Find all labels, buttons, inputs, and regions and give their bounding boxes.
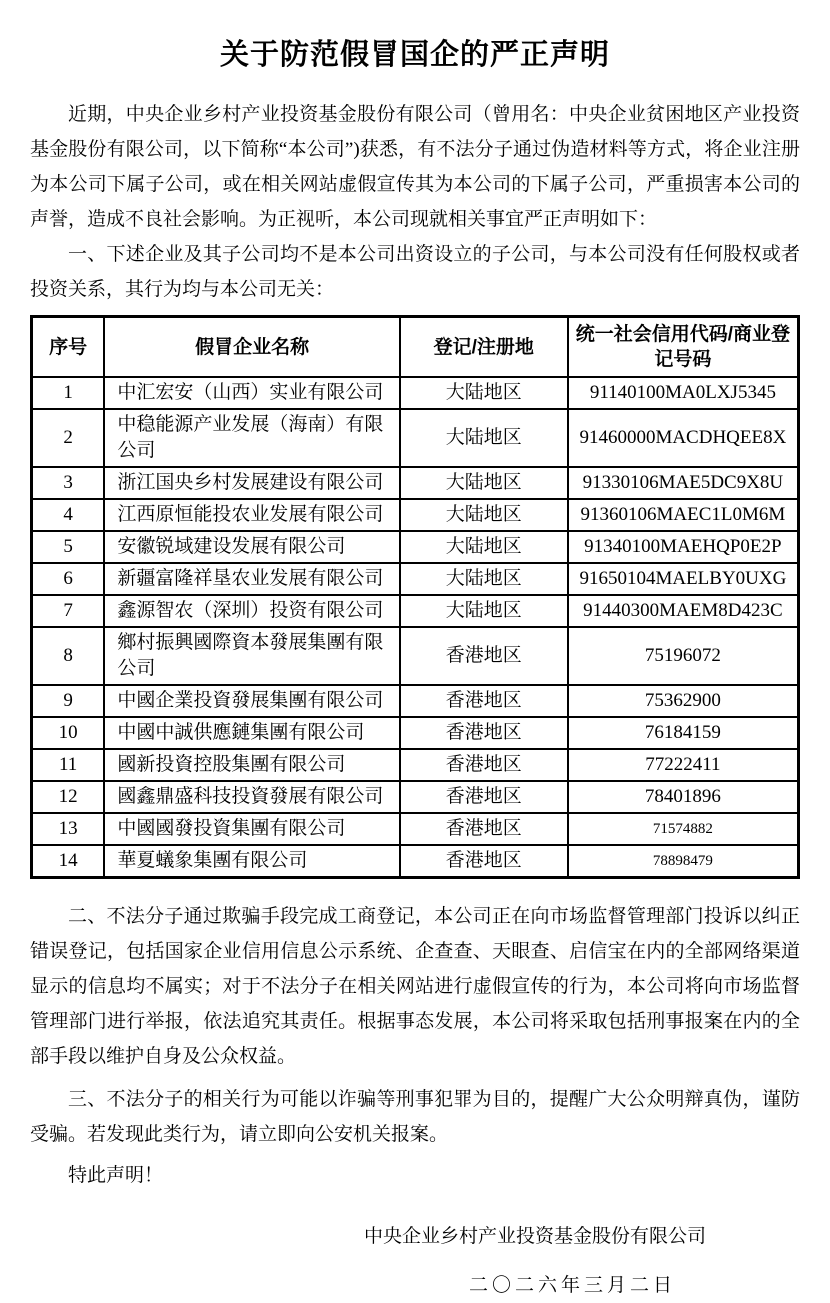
code-cell: 91460000MACDHQEE8X bbox=[568, 409, 799, 467]
row-number-cell: 13 bbox=[32, 813, 105, 845]
region-cell: 大陆地区 bbox=[400, 499, 568, 531]
region-cell: 香港地区 bbox=[400, 845, 568, 878]
region-cell: 大陆地区 bbox=[400, 531, 568, 563]
table-row bbox=[32, 409, 799, 467]
table-header-row bbox=[32, 317, 799, 378]
code-cell: 78401896 bbox=[568, 781, 799, 813]
company-name-cell: 安徽锐域建设发展有限公司 bbox=[104, 531, 399, 563]
table-row bbox=[32, 781, 799, 813]
region-cell: 香港地区 bbox=[400, 627, 568, 685]
row-number-cell: 14 bbox=[32, 845, 105, 878]
row-number-cell: 6 bbox=[32, 563, 105, 595]
table-row bbox=[32, 813, 799, 845]
region-cell: 香港地区 bbox=[400, 717, 568, 749]
table-row bbox=[32, 845, 799, 878]
header-registration-place: 登记/注册地 bbox=[400, 317, 568, 378]
impostor-companies-table bbox=[30, 315, 800, 879]
row-number-cell: 10 bbox=[32, 717, 105, 749]
code-cell: 75362900 bbox=[568, 685, 799, 717]
document-title bbox=[30, 32, 800, 73]
company-name-cell: 華夏蟻象集團有限公司 bbox=[104, 845, 399, 878]
row-number-cell: 9 bbox=[32, 685, 105, 717]
row-number-cell: 12 bbox=[32, 781, 105, 813]
section-1-paragraph: 一、下述企业及其子公司均不是本公司出资设立的子公司，与本公司没有任何股权或者投资关系，其行为均与本公司无关： bbox=[30, 244, 800, 300]
region-cell: 香港地区 bbox=[400, 749, 568, 781]
signature-block bbox=[30, 1219, 800, 1303]
code-cell: 71574882 bbox=[568, 813, 799, 845]
header-serial-number: 序号 bbox=[32, 317, 105, 378]
company-name-cell: 中稳能源产业发展（海南）有限公司 bbox=[104, 409, 399, 467]
row-number-cell: 7 bbox=[32, 595, 105, 627]
code-cell: 91440300MAEM8D423C bbox=[568, 595, 799, 627]
company-name-cell: 鑫源智农（深圳）投资有限公司 bbox=[104, 595, 399, 627]
code-cell: 91360106MAEC1L0M6M bbox=[568, 499, 799, 531]
company-name-cell: 中汇宏安（山西）实业有限公司 bbox=[104, 377, 399, 409]
region-cell: 香港地区 bbox=[400, 781, 568, 813]
code-cell: 77222411 bbox=[568, 749, 799, 781]
code-cell: 78898479 bbox=[568, 845, 799, 878]
region-cell: 大陆地区 bbox=[400, 409, 568, 467]
table-row bbox=[32, 749, 799, 781]
code-cell: 91650104MAELBY0UXG bbox=[568, 563, 799, 595]
company-name-cell: 浙江国央乡村发展建设有限公司 bbox=[104, 467, 399, 499]
region-cell: 大陆地区 bbox=[400, 377, 568, 409]
signature-date: 二〇二六年三月二日 bbox=[468, 1275, 676, 1296]
company-name-cell: 國鑫鼎盛科技投資發展有限公司 bbox=[104, 781, 399, 813]
company-name-cell: 中國中誠供應鏈集團有限公司 bbox=[104, 717, 399, 749]
code-cell: 91340100MAEHQP0E2P bbox=[568, 531, 799, 563]
row-number-cell: 2 bbox=[32, 409, 105, 467]
code-cell: 91140100MA0LXJ5345 bbox=[568, 377, 799, 409]
code-cell: 91330106MAE5DC9X8U bbox=[568, 467, 799, 499]
region-cell: 大陆地区 bbox=[400, 563, 568, 595]
company-name-cell: 國新投資控股集團有限公司 bbox=[104, 749, 399, 781]
table-row bbox=[32, 563, 799, 595]
region-cell: 香港地区 bbox=[400, 685, 568, 717]
company-name-cell: 中國企業投資發展集團有限公司 bbox=[104, 685, 399, 717]
table-row bbox=[32, 377, 799, 409]
table-row bbox=[32, 531, 799, 563]
row-number-cell: 1 bbox=[32, 377, 105, 409]
company-name-cell: 鄉村振興國際資本發展集團有限公司 bbox=[104, 627, 399, 685]
region-cell: 香港地区 bbox=[400, 813, 568, 845]
signature-company: 中央企业乡村产业投资基金股份有限公司 bbox=[363, 1226, 706, 1247]
row-number-cell: 8 bbox=[32, 627, 105, 685]
region-cell: 大陆地区 bbox=[400, 595, 568, 627]
row-number-cell: 4 bbox=[32, 499, 105, 531]
company-name-cell: 中國國發投資集團有限公司 bbox=[104, 813, 399, 845]
section-3-paragraph: 三、不法分子的相关行为可能以诈骗等刑事犯罪为目的，提醒广大公众明辩真伪，谨防受骗。若发现此类行为，请立即向公安机关报案。 bbox=[30, 1089, 800, 1145]
row-number-cell: 5 bbox=[32, 531, 105, 563]
company-name-cell: 新疆富隆祥垦农业发展有限公司 bbox=[104, 563, 399, 595]
row-number-cell: 3 bbox=[32, 467, 105, 499]
table-row bbox=[32, 717, 799, 749]
section-2-paragraph: 二、不法分子通过欺骗手段完成工商登记，本公司正在向市场监督管理部门投诉以纠正错误登记，包括国家企业信用信息公示系统、企查查、天眼查、启信宝在内的全部网络渠道显示的信息均不属实；对于不法分子在相关网站进行虚假宣传的行为，本公司将向市场监督管理部门进行举报，依法追究其责任。根据事态发展，本公司将采取包括刑事报案在内的全部手段以维护自身及公众权益。 bbox=[30, 906, 800, 1067]
table-row bbox=[32, 685, 799, 717]
code-cell: 75196072 bbox=[568, 627, 799, 685]
document-title-text: 关于防范假冒国企的严正声明 bbox=[219, 39, 610, 71]
closing-statement: 特此声明！ bbox=[68, 1165, 164, 1186]
table-row bbox=[32, 627, 799, 685]
table-row bbox=[32, 467, 799, 499]
row-number-cell: 11 bbox=[32, 749, 105, 781]
header-impostor-company-name: 假冒企业名称 bbox=[104, 317, 399, 378]
table-row bbox=[32, 499, 799, 531]
region-cell: 大陆地区 bbox=[400, 467, 568, 499]
header-credit-code: 统一社会信用代码/商业登记号码 bbox=[568, 317, 799, 378]
table-row bbox=[32, 595, 799, 627]
company-name-cell: 江西原恒能投农业发展有限公司 bbox=[104, 499, 399, 531]
code-cell: 76184159 bbox=[568, 717, 799, 749]
intro-paragraph: 近期，中央企业乡村产业投资基金股份有限公司（曾用名：中央企业贫困地区产业投资基金股份有限公司，以下简称“本公司”)获悉，有不法分子通过伪造材料等方式，将企业注册为本公司下属子公司，或在相关网站虚假宣传其为本公司的下属子公司，严重损害本公司的声誉，造成不良社会影响。为正视听，本公司现就相关事宜严正声明如下： bbox=[30, 104, 800, 230]
